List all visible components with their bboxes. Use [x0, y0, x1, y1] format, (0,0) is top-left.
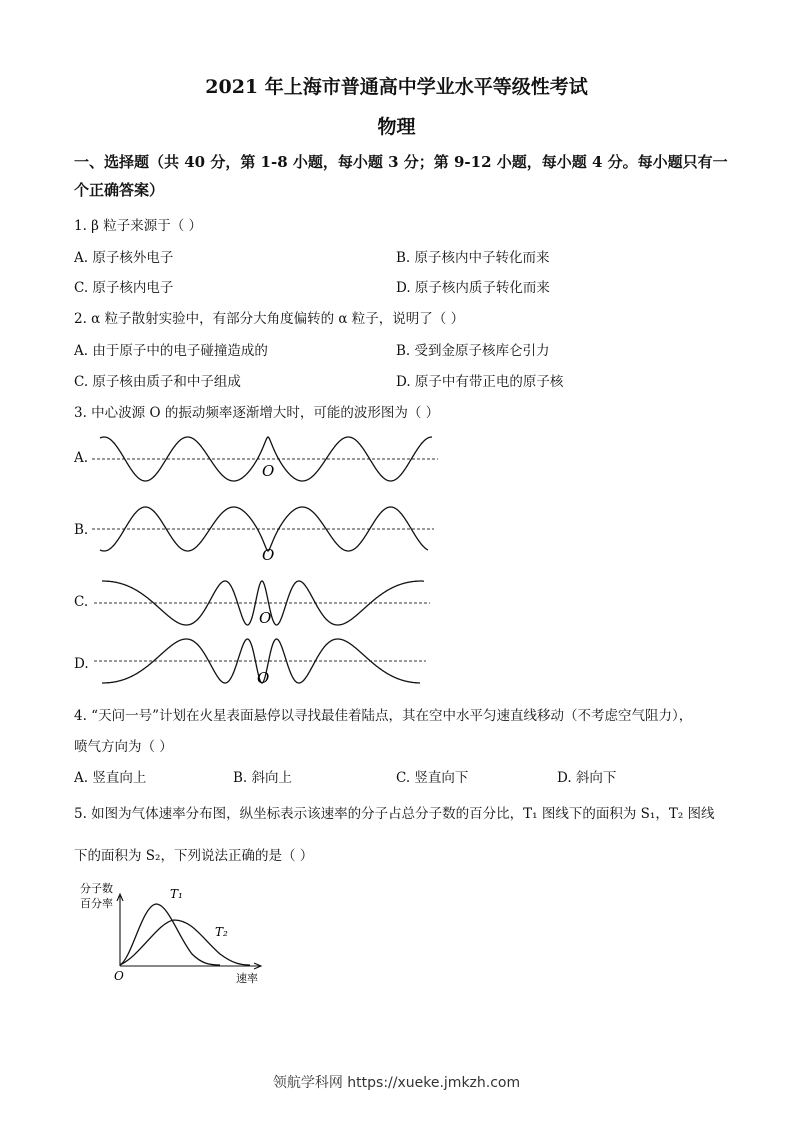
question-5-stem-line2: 下的面积为 S₂，下列说法正确的是（ ） — [74, 848, 314, 864]
question-3-option-a-label: A. — [74, 450, 89, 466]
question-3-stem: 3. 中心波源 O 的振动频率逐渐增大时，可能的波形图为（ ） — [74, 405, 440, 421]
question-4-stem-line2: 喷气方向为（ ） — [74, 739, 173, 755]
question-1-option-a: A. 原子核外电子 — [74, 250, 174, 266]
question-4-option-c: C. 竖直向下 — [396, 770, 469, 786]
question-4-stem-line1: 4. “天问一号”计划在火星表面悬停以寻找最佳着陆点，其在空中水平匀速直线移动（不考虑空气阻力）， — [74, 708, 693, 724]
question-1-option-d: D. 原子核内质子转化而来 — [396, 280, 550, 296]
question-2-option-b: B. 受到金原子核库仑引力 — [396, 343, 550, 359]
question-3-option-d-label: D. — [74, 656, 89, 672]
waveform-d-origin: O — [257, 669, 270, 687]
question-4-option-b: B. 斜向上 — [233, 770, 293, 786]
question-5-stem-line1: 5. 如图为气体速率分布图，纵坐标表示该速率的分子占总分子数的百分比，T₁ 图线下的面积为 S₁，T₂ 图线 — [74, 806, 715, 822]
curve-t1-label: T₁ — [170, 887, 183, 901]
figure-xlabel: 速率 — [236, 972, 258, 985]
question-4-option-d: D. 斜向下 — [557, 770, 617, 786]
question-2-option-d: D. 原子中有带正电的原子核 — [396, 374, 564, 390]
question-1-option-c: C. 原子核内电子 — [74, 280, 174, 296]
waveform-a-origin: O — [262, 462, 275, 480]
exam-subject: 物理 — [377, 116, 416, 138]
question-2-stem: 2. α 粒子散射实验中，有部分大角度偏转的 α 粒子，说明了（ ） — [74, 311, 465, 327]
question-3-option-c-label: C. — [74, 594, 89, 610]
figure-ylabel-line1: 分子数 — [80, 882, 113, 895]
figure-origin: O — [114, 969, 124, 983]
question-1-stem: 1. β 粒子来源于（ ） — [74, 218, 203, 234]
waveform-b — [92, 507, 434, 551]
waveform-c-origin: O — [259, 609, 272, 627]
question-3-option-b-label: B. — [74, 522, 89, 538]
question-2-option-c: C. 原子核由质子和中子组成 — [74, 374, 241, 390]
waveform-b-origin: O — [262, 546, 275, 564]
figure-ylabel-line2: 百分率 — [80, 897, 113, 910]
curve-t2-label: T₂ — [215, 925, 228, 939]
question-4-option-a: A. 竖直向上 — [74, 770, 147, 786]
question-1-option-b: B. 原子核内中子转化而来 — [396, 250, 550, 266]
curve-t1 — [120, 904, 220, 965]
question-5-distribution-figure — [70, 876, 280, 988]
exam-title: 2021 年上海市普通高中学业水平等级性考试 — [205, 76, 588, 98]
question-2-option-a: A. 由于原子中的电子碰撞造成的 — [74, 343, 268, 359]
section-heading: 一、选择题（共 40 分，第 1-8 小题，每小题 3 分；第 9-12 小题，每小题 4 分。每小题只有一个正确答案） — [74, 153, 728, 199]
footer-watermark: 领航学科网 https://xueke.jmkzh.com — [272, 1075, 521, 1091]
